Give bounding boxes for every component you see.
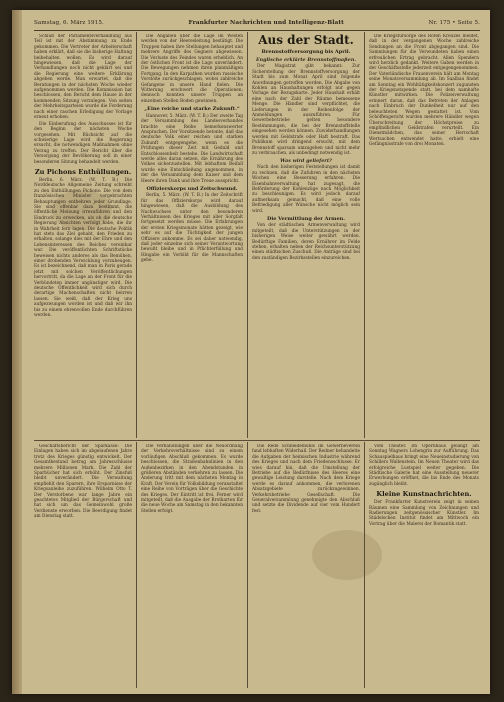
article-text: Die Verhandlungen über die Neuordnung der Verkehrsverhältnisse sind zu einem vorläufigen Abschluß gekommen. Es wurde beschlossen, die Straßenbahnlinien in den Außenbezirken in den Abendstunden in größeren Abständen verkehren zu lassen. Die Änderung tritt mit dem nächsten Montag in Kraft. Der Verein für Volksbildung veranstaltet eine Reihe von Vorträgen über die Geschichte des Krieges. Der Eintritt ist frei. Ferner wird mitgeteilt, daß die Ausgabe der Brotkarten für die neue Woche am Samstag in den bekannten Stellen erfolgt. [141,444,243,514]
headline-pichon: Zu Pichons Enthüllungen. [34,167,132,176]
subheadline-brennstoff: Englische erklärte Brennstoffmaßen. [255,57,356,64]
article-text: Vom Theater. Im Opernhaus gelangt am Sonntag Wagners Lohengrin zur Aufführung. Das Schauspielhaus bringt eine Neueinstudierung von Schillers Wallenstein. Im Neuen Theater wird das erfolgreiche Lustspiel weiter gegeben. Die Städtische Galerie hat eine Ausstellung neuerer Erwerbungen eröffnet, die bis Ende des Monats zugänglich bleibt. [369,444,479,487]
column-rule [364,32,365,438]
article-text: Von der städtischen Armenverwaltung wird mitgeteilt, daß die Unterstützungen in der bisherigen Weise weiter gewährt werden. Bedürftige Familien, deren Ernährer im Felde stehen, erhalten neben der Reichsunterstützung einen städtischen Zuschuß. Die Anträge sind bei den zuständigen Bezirksstellen einzureichen. [252,223,360,261]
section-title-aus-der-stadt: Aus der Stadt. [258,33,354,47]
column-rule [136,32,137,438]
column-rule [247,442,248,688]
article-text: Die Rede Schneidemühls im Gewerbeverein fand lebhaften Widerhall. Der Redner behandelte die Aufgaben der heimischen Industrie während des Krieges und nach dem Friedensschlusse. Er wies darauf hin, daß die Umstellung der Betriebe auf die Bedürfnisse des Heeres eine gewaltige Leistung darstelle. Nach dem Kriege werde es darauf ankommen, die verlorenen Absatzgebiete zurückzugewinnen. Verkehrsbetriebe Gesellschaft. Die Generalversammlung genehmigte den Abschluß und setzte die Dividende auf vier vom Hundert fest. [252,444,360,514]
column-2 [141,34,243,436]
column-rule [136,442,137,688]
column-1 [34,34,132,436]
column-rule [364,442,365,688]
article-text: Der Frankfurter Kunstverein zeigt in seinen Räumen eine Sammlung von Zeichnungen und Radierungen zeitgenössischer Künstler. Im Städelschen Institut findet am Mittwoch ein Vortrag über die Malerei der Romantik statt. [369,500,479,527]
article-text: Berlin, 6. März. (W. T. B.) Die Norddeutsche Allgemeine Zeitung schreibt zu den Enthüllungen Pichons: Die von dem französischen Minister vorgebrachten Behauptungen entbehren jeder Grundlage. Sie sind offenbar dazu bestimmt, die öffentliche Meinung irrezuführen und den Eindruck zu erwecken, als ob die deutsche Regierung Absichten verfolgt habe, die ihr in Wahrheit fern lagen. Die deutsche Politik hat stets das Ziel gehabt, den Frieden zu erhalten, solange dies mit der Ehre und den Lebensinteressen des Reiches vereinbar war. Die veröffentlichten Schriftstücke beweisen nichts anderes als das Bemühen, einer drohenden Verwicklung vorzubeugen. Es ist bezeichnend, daß man in Paris gerade jetzt mit solchen Veröffentlichungen hervortritt, da die Lage an der Front für die Verbündeten immer ungünstiger wird. Die deutsche Öffentlichkeit wird sich durch derartige Machenschaften nicht beirren lassen. Sie weiß, daß der Krieg uns aufgezwungen worden ist und daß wir ihn bis zu einem ehrenvollen Ende durchführen werden. [34,177,132,319]
article-text: Der Magistrat gibt bekannt: Zur Sicherstellung der Brennstoffversorgung der Stadt bis zum Monat April sind folgende Anordnungen getroffen worden. Die Abgabe von Kohlen an Haushaltungen erfolgt nur gegen Vorlage der Bezugskarte. Jeder Haushalt erhält eine nach der Zahl der Räume bemessene Menge. Die Händler sind verpflichtet, die Lieferungen in der Reihenfolge der Anmeldungen auszuführen. Für Gewerbebetriebe gelten besondere Bestimmungen, die bei der Brennstoffstelle eingesehen werden können. Zuwiderhandlungen werden mit Geldstrafe oder Haft bestraft. Das Publikum wird dringend ersucht, mit dem Brennstoff sparsam umzugehen und nicht mehr zu verbrauchen, als unbedingt notwendig ist. [252,64,360,156]
header-masthead: Frankfurter Nachrichten und Intelligenz-Blatt [188,20,344,26]
header-page-number: Nr. 175 • Seite 5. [428,20,480,26]
article-text: Geschäftsbericht der Sparkasse: Die Einlagen haben sich im abgelaufenen Jahre trotz des Krieges günstig entwickelt. Der Gesamtbestand betrug am Jahresschlusse mehrere Millionen Mark. Die Zahl der Sparbücher hat sich erhöht. Der Zinsfuß bleibt unverändert. Die Verwaltung empfiehlt den Sparern, ihre Ersparnisse der Kriegsanleihe zuzuführen. Wilhelm Otto T. Der Verstorbene war lange Jahre ein geachtetes Mitglied der Bürgerschaft und hat sich um das Gemeinwohl große Verdienste erworben. Die Beerdigung findet am Dienstag statt. [34,444,132,520]
page-binding-edge [12,10,22,694]
column-rule [247,32,248,438]
bottom-column-1 [34,444,132,688]
page-header [34,16,480,31]
article-text: Die Einberufung des Ausschusses ist für den Beginn der nächsten Woche vorgesehen. Mit Rücksicht auf die schwierige Lage wird die Regierung ersucht, die notwendigen Maßnahmen ohne Verzug zu treffen. Der Bericht über die Versorgung der Bevölkerung soll in einer besonderen Sitzung behandelt werden. [34,121,132,165]
newspaper-page [12,10,490,694]
article-text: Hannover, 5. März. (W. T. B.) Der zweite Tag der Versammlung des Landesverbandes brachte eine Reihe bemerkenswerter Ansprachen. Der Vorsitzende betonte, daß das deutsche Volk einer reichen und starken Zukunft entgegengehe, wenn es die Prüfungen dieser Zeit mit Geduld und Entschlossenheit bestehe. Die Landwirtschaft werde alles daran setzen, die Ernährung des Volkes sicherzustellen. Mit lebhaftem Beifall wurde eine Entschließung angenommen, in der die Versammlung dem Kaiser und dem Heere ihren Dank und ihre Treue ausspricht. [141,113,243,184]
headline-offizierskorps: Offizierskorps und Zeitschwund. [146,185,238,192]
article-text: Die Angaben über die Lage im Westen werden von der Heeresleitung bestätigt. Die Truppen haben ihre Stellungen behauptet und mehrere Angriffe des Gegners abgewiesen. Die Verluste des Feindes waren erheblich. An der östlichen Front ist die Lage unverändert. Die Bewegungen nehmen ihren planmäßigen Fortgang. In den Karpathen wurden russische Vorstöße zurückgeschlagen, wobei zahlreiche Gefangene in unsere Hand fielen. Die Witterung erschwert die Operationen; dennoch konnten unsere Truppen an einzelnen Stellen Boden gewinnen. [141,34,243,104]
article-text: Berlin, 5. März. (W. T. B.) In der Zeitschrift für das Offizierskorps wird darauf hingewiesen, daß die Ausbildung des Nachwuchses unter den besonderen Verhältnissen des Krieges mit aller Sorgfalt fortgesetzt werden müsse. Die Erfahrungen der ersten Kriegsmonate hätten gezeigt, wie sehr es auf die Tüchtigkeit der jungen Offiziere ankomme. Es sei daher notwendig, daß jeder einzelne sich seiner Verantwortung bewußt bleibe und in Pflichterfüllung und Hingabe ein Vorbild für die Mannschaften gebe. [141,193,243,264]
section-rule [34,440,480,441]
article-text: Schluß der Parlamentsverhandlung aus Teil ist mit der Abstimmung zu Ende gekommen. Die Vertreter der Arbeiterschaft haben erklärt, daß sie die bisherige Haltung beibehalten wollen. Es wird darauf hingewiesen, daß die Lage der Verhandlungen noch nicht geklärt sei und die Regierung eine weitere Erklärung abgeben werde. Man erwartet, daß die Beratungen in der nächsten Woche wieder aufgenommen werden. Die Kommission hat beschlossen, den Bericht dem Hause in der kommenden Sitzung vorzulegen. Von seiten der Mehrheitsparteien wurde die Forderung nach einer raschen Erledigung der Vorlage erneut erhoben. [34,34,132,121]
article-text: Die Kriegsfürsorge des Roten Kreuzes meldet, daß in der vergangenen Woche zahlreiche Sendungen an die Front abgegangen sind. Die Sammlungen für die Verwundeten haben einen erfreulichen Ertrag gebracht. Allen Spendern wird herzlich gedankt. Weitere Gaben werden in der Geschäftsstelle jederzeit entgegengenommen. Der Vaterländische Frauenverein hält am Montag seine Monatsversammlung ab. Im Saalbau findet am Sonntag ein Wohltätigkeitskonzert zugunsten der Kriegsnotspende statt, bei dem namhafte Künstler mitwirken. Die Polizeiverwaltung erinnert daran, daß das Betreten der Anlagen nach Einbruch der Dunkelheit nur auf den beleuchteten Wegen gestattet ist. Vom Schöffengericht wurden mehrere Händler wegen Überschreitung der Höchstpreise zu empfindlichen Geldstrafen verurteilt. Ein Dienstmädchen, das seiner Herrschaft Wertsachen entwendet hatte, erhielt eine Gefängnisstrafe von drei Monaten. [369,34,479,148]
bottom-column-3 [252,444,360,688]
article-text: Nach den bisherigen Feststellungen ist damit zu rechnen, daß die Zufuhren in den nächsten Wochen eine Besserung erfahren. Die Eisenbahnverwaltung hat zugesagt, die Beförderung der Kohlenzüge nach Möglichkeit zu beschleunigen. Es wird jedoch darauf aufmerksam gemacht, daß eine volle Befriedigung aller Wünsche nicht möglich sein wird. [252,165,360,214]
bottom-column-4 [369,444,479,688]
headline-was-wird-geliefert: Was wird geliefert? [280,158,332,165]
headline-brennstoff: Brennstoffversorgung bis April. [261,49,351,55]
column-4 [369,34,479,436]
headline-kleine-kunstnachrichten: Kleine Kunstnachrichten. [376,490,472,499]
bottom-column-2 [141,444,243,688]
column-3 [252,32,360,436]
header-date: Samstag, 6. März 1915. [34,20,104,26]
headline-armen: Die Vermittlung der Armen. [266,215,346,222]
headline-zukunft: „Eine reiche und starke Zukunft.“ [144,106,240,113]
